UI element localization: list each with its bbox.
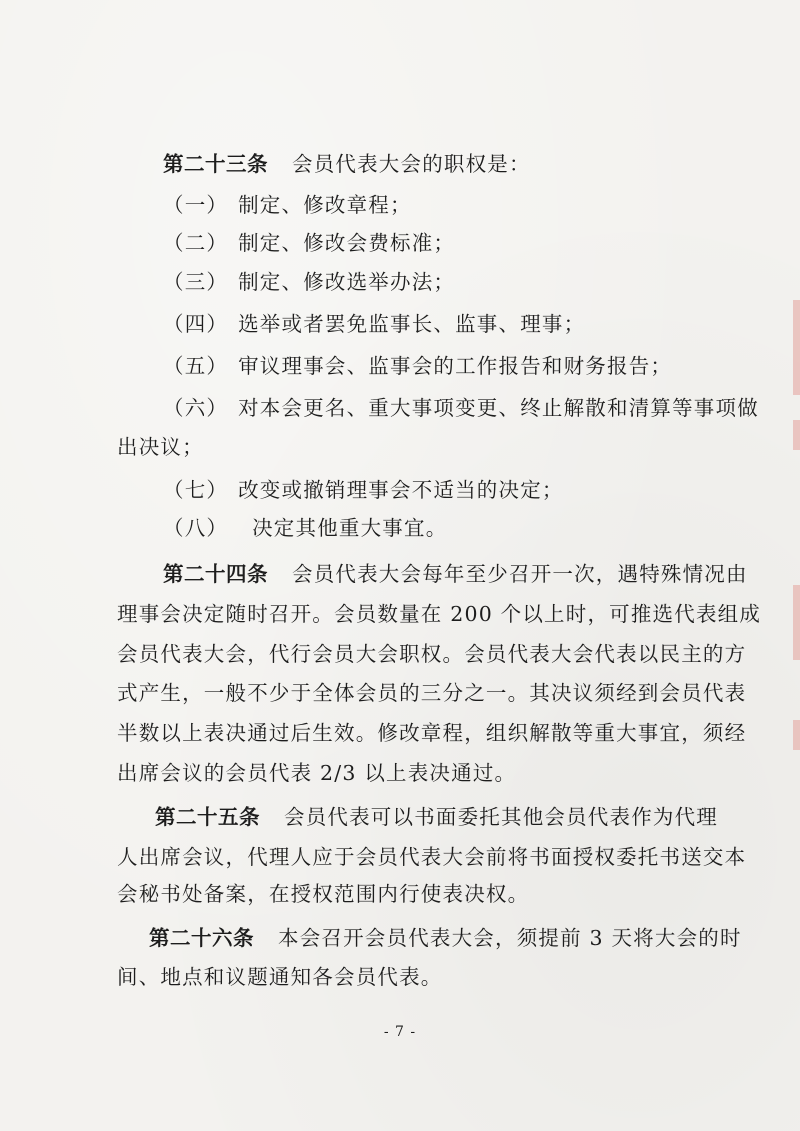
list-marker: （四）: [163, 312, 229, 336]
article-text: 本会召开会员代表大会，须提前 3 天将大会的时: [278, 926, 742, 950]
article-text-line: 人出席会议，代理人应于会员代表大会前将书面授权委托书送交本: [117, 845, 747, 869]
list-marker: （八）: [163, 516, 229, 540]
list-text: 制定、修改会费标准；: [238, 231, 456, 255]
list-text: 决定其他重大事宜。: [252, 516, 448, 540]
list-text: 制定、修改章程；: [238, 193, 412, 217]
list-item: [163, 310, 585, 338]
article-text-line: 理事会决定随时召开。会员数量在 200 个以上时，可推选代表组成: [117, 602, 762, 626]
list-marker: （六）: [163, 396, 229, 420]
list-text: 审议理事会、监事会的工作报告和财务报告；: [238, 354, 673, 378]
article-heading: 第二十四条: [163, 562, 268, 586]
article-text-line: 半数以上表决通过后生效。修改章程，组织解散等重大事宜，须经: [117, 721, 747, 745]
article-24-heading-line: [163, 560, 748, 588]
list-item: [163, 229, 455, 257]
list-item: [163, 514, 447, 542]
seal-edge-mark: [793, 300, 800, 395]
article-text-line: 会员代表大会，代行会员大会职权。会员代表大会代表以民主的方: [117, 642, 747, 666]
article-heading: 第二十六条: [149, 926, 254, 950]
article-25-heading-line: [155, 803, 718, 831]
list-text: 制定、修改选举办法；: [238, 270, 456, 294]
list-item: [163, 352, 672, 380]
article-text: 会员代表可以书面委托其他会员代表作为代理: [284, 805, 718, 829]
list-marker: （二）: [163, 231, 229, 255]
article-heading: 第二十三条: [163, 152, 268, 176]
article-text: 会员代表大会每年至少召开一次，遇特殊情况由: [292, 562, 748, 586]
list-marker: （一）: [163, 193, 229, 217]
article-23-heading-line: [163, 150, 531, 178]
list-text: 改变或撤销理事会不适当的决定；: [238, 478, 564, 502]
article-text: 会员代表大会的职权是：: [292, 152, 531, 176]
seal-edge-mark: [793, 720, 800, 750]
page-number: - 7 -: [383, 1024, 417, 1040]
list-marker: （三）: [163, 270, 229, 294]
seal-edge-mark: [793, 420, 800, 450]
list-text: 对本会更名、重大事项变更、终止解散和清算等事项做: [238, 396, 759, 420]
list-marker: （五）: [163, 354, 229, 378]
article-heading: 第二十五条: [155, 805, 260, 829]
list-marker: （七）: [163, 478, 229, 502]
article-26-heading-line: [149, 924, 742, 952]
article-text-line: 式产生，一般不少于全体会员的三分之一。其决议须经到会员代表: [117, 681, 747, 705]
article-text-line: 会秘书处备案，在授权范围内行使表决权。: [117, 882, 530, 906]
list-item: [163, 394, 759, 422]
list-item-continuation: 出决议；: [117, 435, 204, 459]
article-text-line: 间、地点和议题通知各会员代表。: [117, 965, 443, 989]
seal-edge-mark: [793, 585, 800, 660]
article-text-line: 出席会议的会员代表 2/3 以上表决通过。: [117, 761, 517, 785]
list-item: [163, 476, 564, 504]
list-item: [163, 268, 455, 296]
list-item: [163, 191, 412, 219]
list-text: 选举或者罢免监事长、监事、理事；: [238, 312, 586, 336]
